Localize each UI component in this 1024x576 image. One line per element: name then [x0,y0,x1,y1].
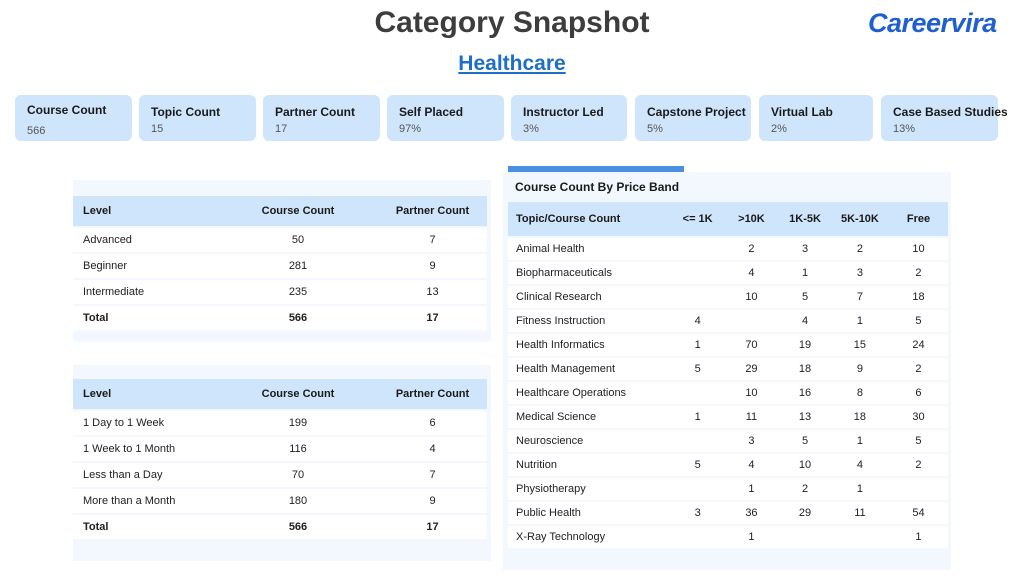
table-row [508,454,948,476]
table-cell: Neuroscience [508,430,672,452]
table-cell [672,478,724,500]
table-cell: 29 [779,502,831,524]
table-row [73,489,487,513]
table-cell: 4 [672,310,724,332]
column-header: <= 1K [672,202,724,236]
column-header: Partner Count [378,196,487,226]
table-cell: 11 [831,502,889,524]
table-cell: 18 [889,286,948,308]
table-cell: Total [73,515,218,539]
table-cell: 10 [724,286,780,308]
table-cell: 1 [779,262,831,284]
summary-card[interactable] [387,95,504,141]
column-header: Topic/Course Count [508,202,672,236]
table-cell [672,382,724,404]
table-cell: 13 [779,406,831,428]
table-cell: 566 [218,515,378,539]
table-cell: 16 [779,382,831,404]
table-row [73,411,487,435]
summary-card-value: 3% [523,123,539,135]
table-cell: 17 [378,306,487,330]
table-cell: 199 [218,411,378,435]
table-cell: 235 [218,280,378,304]
column-header: Partner Count [378,379,487,409]
table-cell: 30 [889,406,948,428]
summary-card-value: 17 [275,123,288,135]
table-cell: 17 [378,515,487,539]
table-cell: 5 [779,430,831,452]
table-cell: 2 [889,454,948,476]
table-cell: 5 [779,286,831,308]
table-cell: 70 [218,463,378,487]
summary-card-label: Course Count [27,103,107,117]
table-cell: 1 [831,430,889,452]
table-cell: 116 [218,437,378,461]
table-row [73,228,487,252]
table-cell: Biopharmaceuticals [508,262,672,284]
table-cell: 2 [724,238,780,260]
summary-card-value: 15 [151,123,164,135]
table-cell: 4 [724,262,780,284]
table-cell: 2 [889,358,948,380]
summary-card[interactable] [881,95,1008,141]
summary-card-value: 13% [893,123,916,135]
table-cell: Health Management [508,358,672,380]
column-header: 5K-10K [831,202,889,236]
table-row [508,286,948,308]
table-cell [724,310,780,332]
table-cell: 1 [724,478,780,500]
table-cell: 29 [724,358,780,380]
table-cell: Advanced [73,228,218,252]
table-cell [831,526,889,548]
table-cell: Nutrition [508,454,672,476]
table-cell: 10 [724,382,780,404]
table-cell: 3 [831,262,889,284]
table-cell: 5 [672,358,724,380]
table-cell: 5 [889,310,948,332]
duration-table [73,377,487,541]
column-header: Course Count [218,196,378,226]
table-cell: 11 [724,406,780,428]
column-header: Course Count [218,379,378,409]
table-cell: 5 [672,454,724,476]
table-cell: Total [73,306,218,330]
table-row [508,310,948,332]
table-cell: Beginner [73,254,218,278]
table-cell: 7 [378,463,487,487]
table-row [508,262,948,284]
summary-card[interactable] [511,95,627,141]
table-cell: 15 [831,334,889,356]
table-cell: 7 [378,228,487,252]
table-cell: Healthcare Operations [508,382,672,404]
table-row [508,526,948,548]
table-cell: 3 [779,238,831,260]
table-cell: 36 [724,502,780,524]
table-cell: 7 [831,286,889,308]
table-cell: 1 [831,310,889,332]
table-row [73,437,487,461]
table-row [508,502,948,524]
page-title: Category Snapshot [374,6,650,39]
table-cell: 10 [889,238,948,260]
summary-card[interactable] [759,95,873,141]
table-cell: X-Ray Technology [508,526,672,548]
table-cell: More than a Month [73,489,218,513]
table-cell: 281 [218,254,378,278]
table-cell: 2 [889,262,948,284]
careervira-logo: Careervira [868,8,997,38]
table-cell: 1 [724,526,780,548]
table-row [73,280,487,304]
summary-card-value: 566 [27,125,46,137]
table-cell: Clinical Research [508,286,672,308]
table-cell: 4 [779,310,831,332]
table-cell: 8 [831,382,889,404]
summary-card-value: 97% [399,123,422,135]
column-header: Level [73,196,218,226]
table-row [508,478,948,500]
table-cell: 1 [889,526,948,548]
table-cell: 18 [779,358,831,380]
summary-card-label: Virtual Lab [771,105,833,119]
table-cell: Animal Health [508,238,672,260]
summary-card[interactable] [15,95,132,141]
table-row [73,463,487,487]
total-row [73,515,487,539]
table-cell: Less than a Day [73,463,218,487]
price-band-table [508,200,948,550]
category-link[interactable]: Healthcare [458,52,566,75]
summary-card-label: Case Based Studies [893,105,1008,119]
table-cell: 19 [779,334,831,356]
table-cell: 70 [724,334,780,356]
table-cell: 3 [724,430,780,452]
table-cell: Physiotherapy [508,478,672,500]
table-cell: 1 [672,334,724,356]
table-cell: Intermediate [73,280,218,304]
table-cell: 180 [218,489,378,513]
summary-card-label: Instructor Led [523,105,604,119]
table-row [508,334,948,356]
summary-card[interactable] [139,95,256,141]
table-cell: 9 [831,358,889,380]
table-cell: 4 [831,454,889,476]
level-table [73,194,487,332]
table-cell: 1 Day to 1 Week [73,411,218,435]
table-cell [672,526,724,548]
table-cell [672,262,724,284]
table-cell: 2 [831,238,889,260]
table-cell [889,478,948,500]
summary-card[interactable] [263,95,380,141]
table-cell: 1 [831,478,889,500]
table-cell: 6 [889,382,948,404]
table-row [508,430,948,452]
table-row [508,358,948,380]
table-cell [672,286,724,308]
table-cell: 5 [889,430,948,452]
column-header: >10K [724,202,780,236]
column-header: 1K-5K [779,202,831,236]
table-cell [672,238,724,260]
summary-card-label: Partner Count [275,105,356,119]
summary-card-label: Topic Count [151,105,221,119]
table-cell: Public Health [508,502,672,524]
price-band-title: Course Count By Price Band [515,180,680,194]
table-cell: 18 [831,406,889,428]
table-cell: 4 [378,437,487,461]
column-header: Free [889,202,948,236]
table-row [73,254,487,278]
table-cell [672,430,724,452]
table-cell: 24 [889,334,948,356]
table-cell: 13 [378,280,487,304]
table-cell: 2 [779,478,831,500]
table-cell: 54 [889,502,948,524]
summary-card[interactable] [635,95,751,141]
table-cell: Medical Science [508,406,672,428]
table-row [508,238,948,260]
table-cell: 10 [779,454,831,476]
summary-card-value: 5% [647,123,663,135]
table-cell: 566 [218,306,378,330]
table-cell: 4 [724,454,780,476]
summary-card-value: 2% [771,123,787,135]
summary-card-label: Self Placed [399,105,464,119]
table-cell: 9 [378,489,487,513]
column-header: Level [73,379,218,409]
table-cell: Fitness Instruction [508,310,672,332]
table-row [508,382,948,404]
table-cell: Health Informatics [508,334,672,356]
summary-card-label: Capstone Project [647,105,746,119]
table-cell: 1 Week to 1 Month [73,437,218,461]
table-cell [779,526,831,548]
table-cell: 3 [672,502,724,524]
table-cell: 1 [672,406,724,428]
price-band-tab-indicator [508,166,684,172]
total-row [73,306,487,330]
table-cell: 50 [218,228,378,252]
table-cell: 9 [378,254,487,278]
table-row [508,406,948,428]
table-cell: 6 [378,411,487,435]
